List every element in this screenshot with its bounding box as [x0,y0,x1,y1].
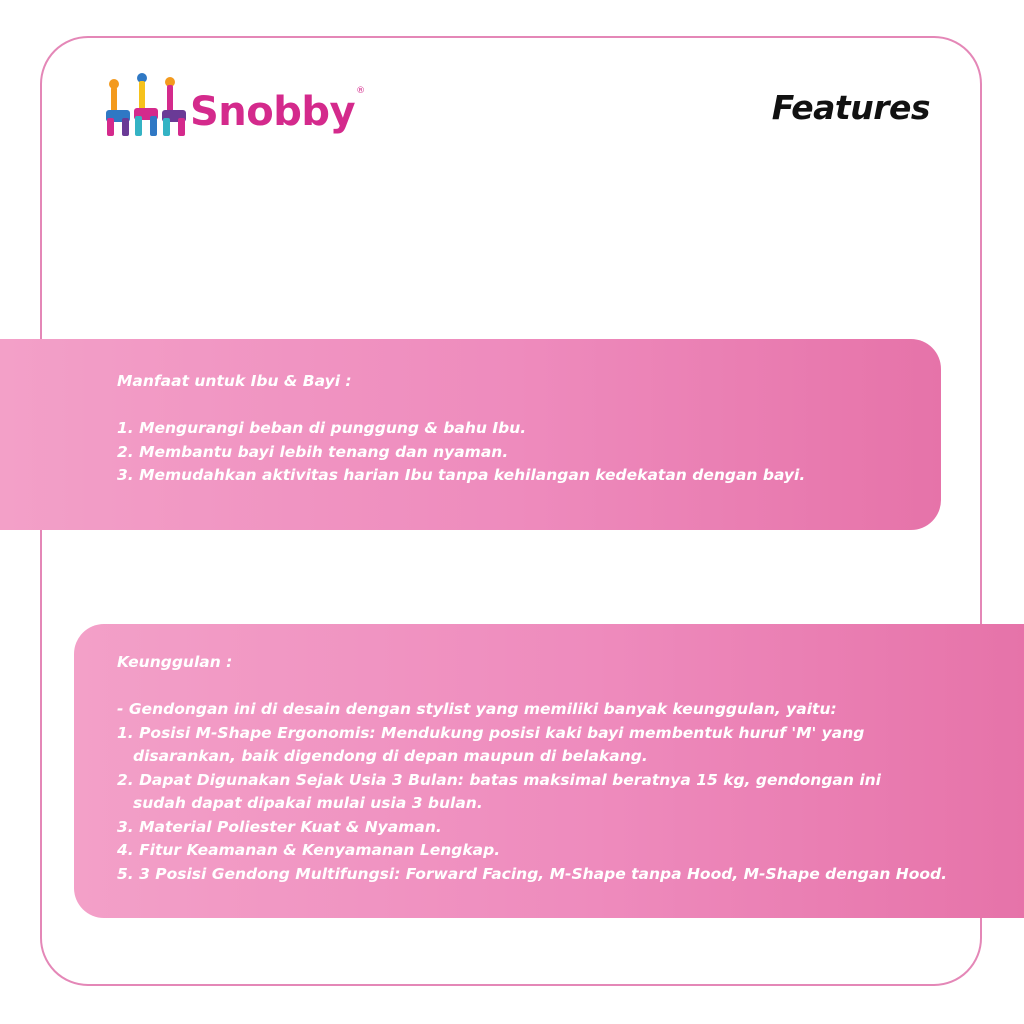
giraffe-logo-icon [104,70,188,136]
brand-name: Snobby [190,89,356,135]
advantages-intro: - Gendongan ini di desain dengan stylist yang memiliki banyak keunggulan, yaitu: [117,700,837,718]
advantages-panel [74,624,1024,918]
advantage-item: 1. Posisi M-Shape Ergonomis: Mendukung posisi kaki bayi membentuk huruf 'M' yang [117,723,865,742]
spacer [117,394,941,418]
advantage-item-continued: sudah dapat dipakai mulai usia 3 bulan. [133,794,483,812]
benefit-item: 1. Mengurangi beban di punggung & bahu Ibu. [117,419,527,437]
benefit-item: 2. Membantu bayi lebih tenang dan nyaman. [117,442,509,461]
benefits-heading: Manfaat untuk Ibu & Bayi : [117,372,352,390]
page-title: Features [771,88,930,127]
brand-logo [104,66,365,136]
advantage-item: 4. Fitur Keamanan & Kenyamanan Lengkap. [117,841,501,859]
benefit-item: 3. Memudahkan aktivitas harian Ibu tanpa kehilangan kedekatan dengan bayi. [117,466,806,484]
advantages-heading: Keunggulan : [117,653,233,671]
advantage-item: 3. Material Poliester Kuat & Nyaman. [117,817,442,836]
advantage-item: 2. Dapat Digunakan Sejak Usia 3 Bulan: batas maksimal beratnya 15 kg, gendongan ini [117,770,881,789]
advantage-item: 5. 3 Posisi Gendong Multifungsi: Forward Facing, M-Shape tanpa Hood, M-Shape dengan Hood. [117,864,948,883]
benefits-panel [0,339,941,530]
spacer [117,675,1024,699]
registered-mark: ® [356,86,366,96]
advantage-item-continued: disarankan, baik digendong di depan maupun di belakang. [133,747,648,765]
